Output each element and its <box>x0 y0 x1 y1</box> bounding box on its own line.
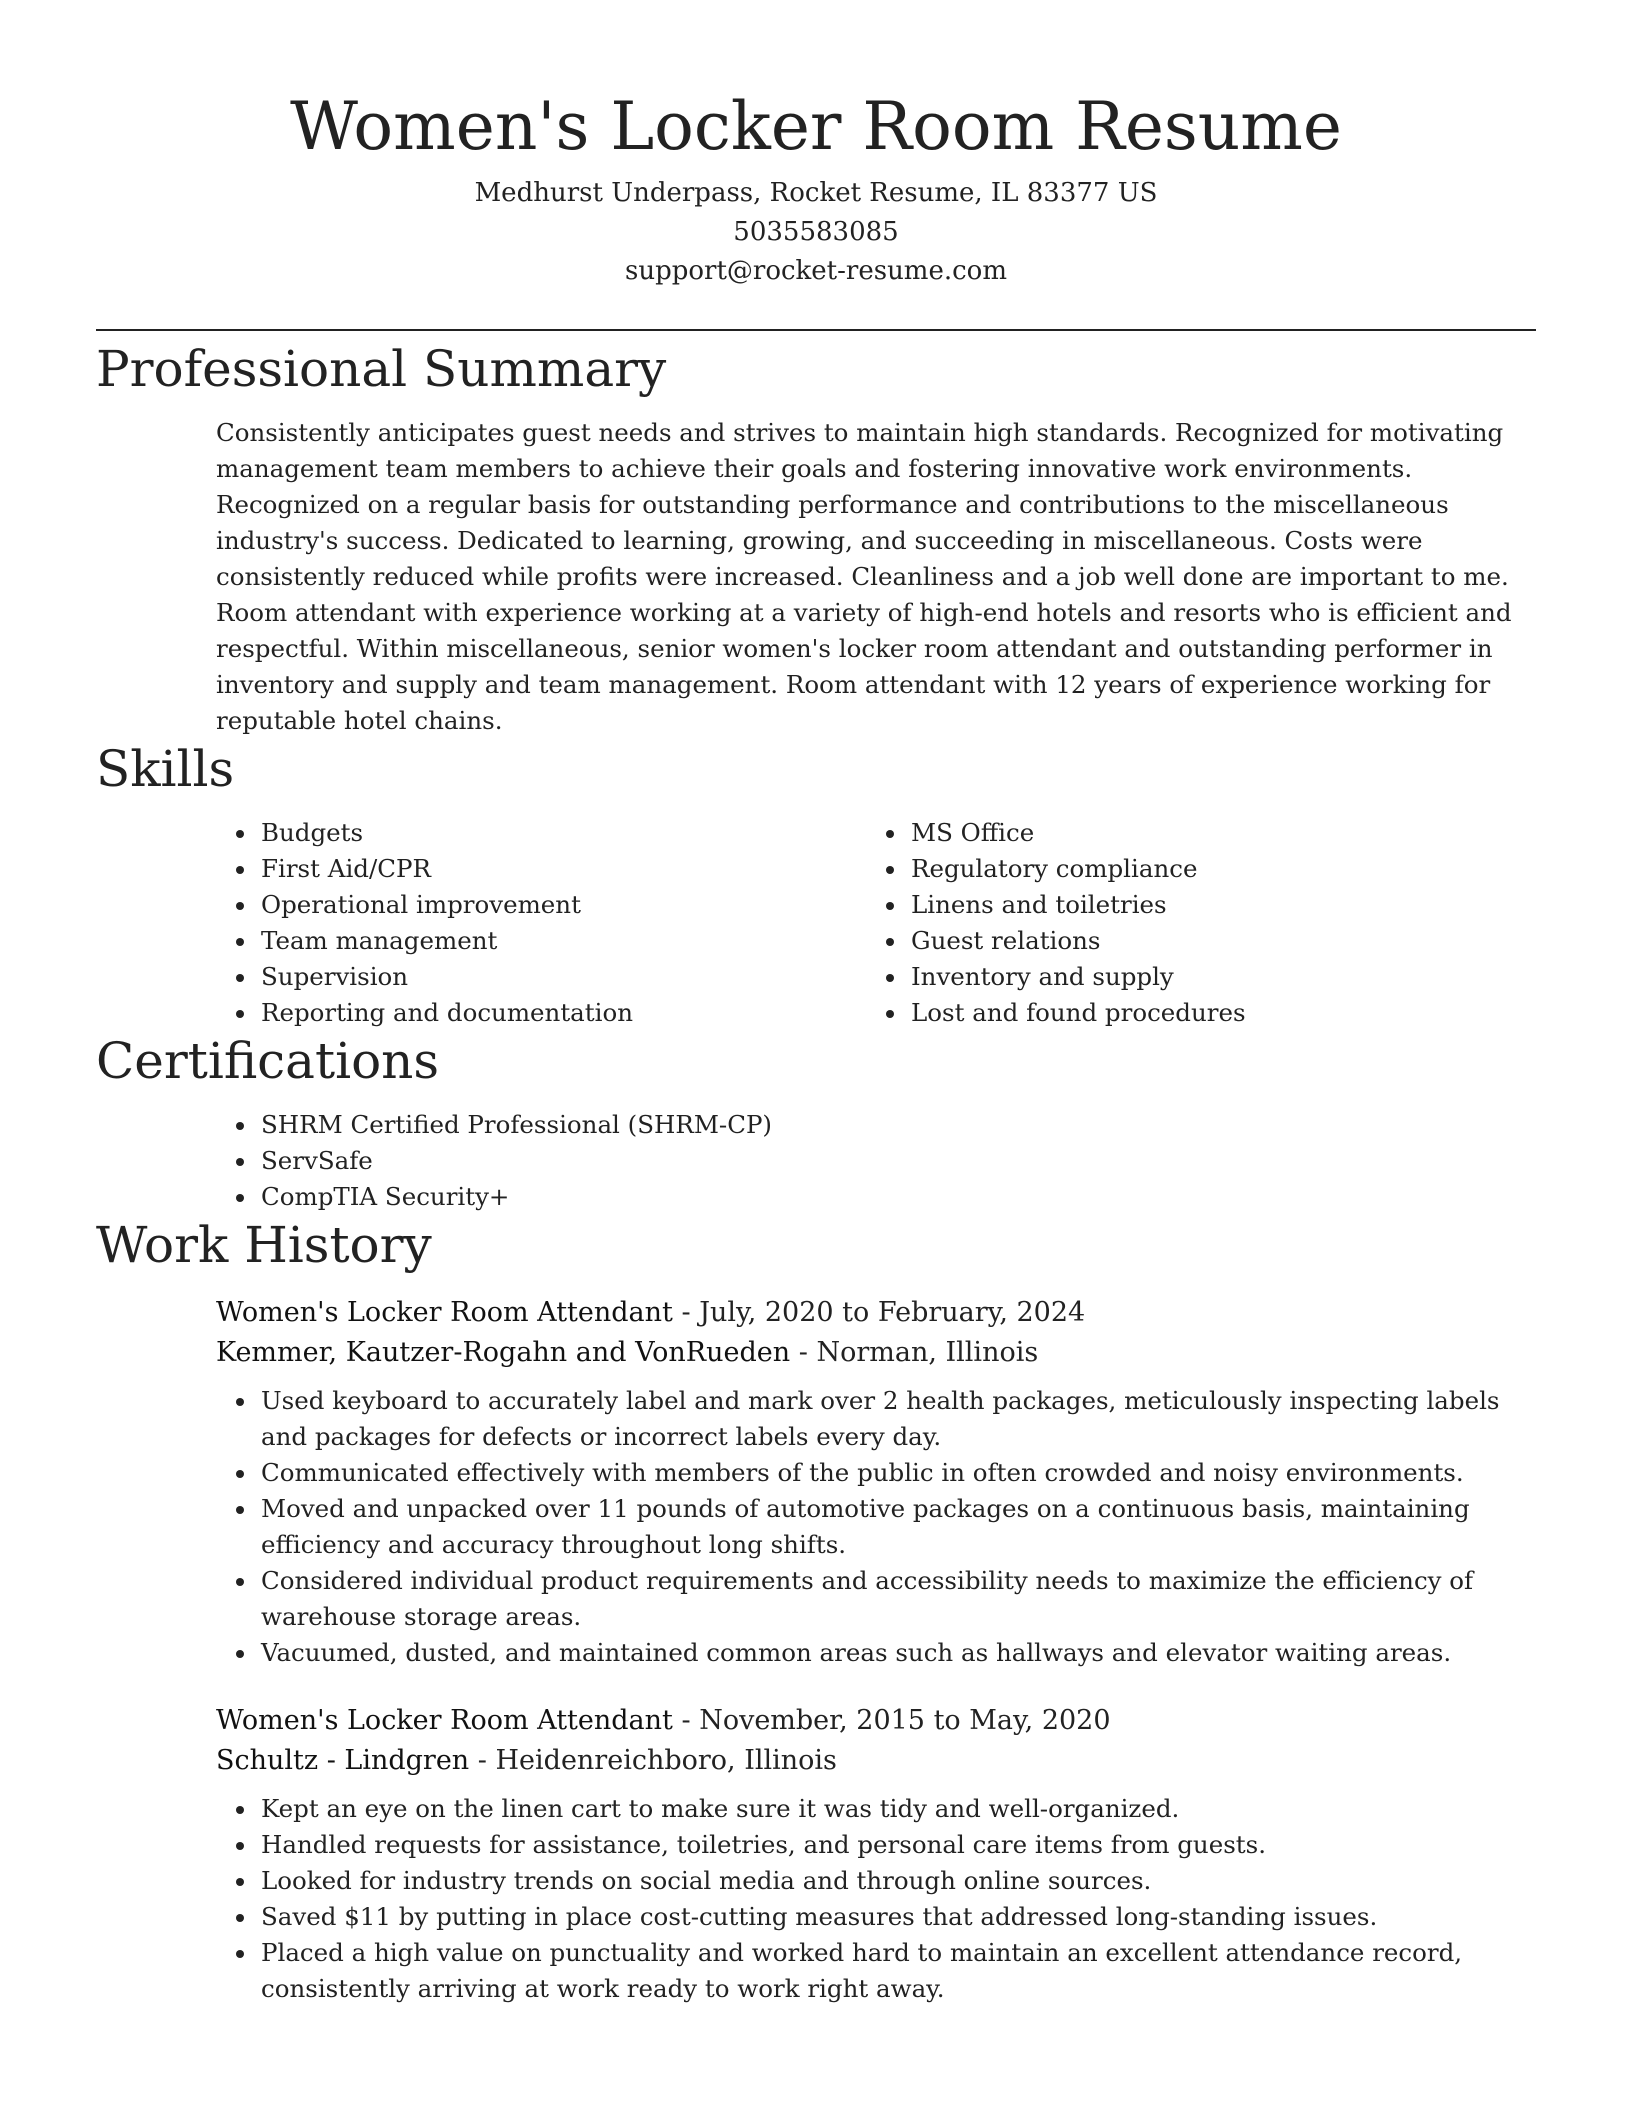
skill-item: Supervision <box>216 959 866 995</box>
job-role: Women's Locker Room Attendant <box>216 1705 673 1736</box>
skills-list-left <box>216 815 866 1031</box>
job-bullet: Communicated effectively with members of the public in often crowded and noisy environments. <box>216 1455 1541 1491</box>
job-bullet: Considered individual product requirements and accessibility needs to maximize the efficiency of warehouse storage areas. <box>216 1563 1541 1635</box>
job-dates: November, 2015 to May, 2020 <box>699 1705 1111 1736</box>
job-bullet: Placed a high value on punctuality and worked hard to maintain an excellent attendance record, consistently arriving at work ready to work right away. <box>216 1935 1541 2007</box>
skills-grid <box>216 815 1536 1031</box>
job-bullet: Saved $11 by putting in place cost-cutting measures that addressed long-standing issues. <box>216 1899 1541 1935</box>
job-bullet: Vacuumed, dusted, and maintained common areas such as hallways and elevator waiting areas. <box>216 1635 1541 1671</box>
job-company: Kemmer, Kautzer-Rogahn and VonRueden <box>216 1337 791 1368</box>
job-entry <box>216 1701 1536 2007</box>
skill-item: Reporting and documentation <box>216 995 866 1031</box>
skill-item: Budgets <box>216 815 866 851</box>
summary-text: Consistently anticipates guest needs and strives to maintain high standards. Recognized for motivating management team members to achieve their goals and fostering innovative work environments. Recognized on a regular basis for outstanding performance and contributions to the miscellaneous industry's success. Dedicated to learning, growing, and succeeding in miscellaneous. Costs were consistently reduced while profits were increased. Cleanliness and a job well done are important to me. Room attendant with experience working at a variety of high-end hotels and resorts who is efficient and respectful. Within miscellaneous, senior women's locker room attendant and outstanding performer in inventory and supply and team management. Room attendant with 12 years of experience working for reputable hotel chains. <box>216 418 1512 735</box>
skill-item: Linens and toiletries <box>866 887 1516 923</box>
job-role-line: Women's Locker Room Attendant - November, 2015 to May, 2020 <box>216 1705 1111 1736</box>
skill-item: Operational improvement <box>216 887 866 923</box>
skills-list-right <box>866 815 1516 1031</box>
job-role-line: Women's Locker Room Attendant - July, 2020 to February, 2024 <box>216 1297 1086 1328</box>
job-location: Heidenreichboro, Illinois <box>495 1745 837 1776</box>
phone: 5035583085 <box>733 217 899 247</box>
skill-item: Guest relations <box>866 923 1516 959</box>
job-company-line: Schultz - Lindgren - Heidenreichboro, Illinois <box>216 1745 837 1776</box>
job-company-line: Kemmer, Kautzer-Rogahn and VonRueden - Norman, Illinois <box>216 1337 1039 1368</box>
resume-page <box>96 0 1536 2007</box>
certifications-list <box>216 1107 1536 1215</box>
resume-title: Women's Locker Room Resume <box>290 88 1342 165</box>
certification-item: ServSafe <box>216 1143 1536 1179</box>
header-divider <box>96 329 1536 331</box>
skill-item: Inventory and supply <box>866 959 1516 995</box>
contact-info <box>96 174 1536 291</box>
skills-heading: Skills <box>96 740 235 798</box>
job-bullets <box>216 1383 1541 1671</box>
job-company: Schultz - Lindgren <box>216 1745 470 1776</box>
skill-item: Lost and found procedures <box>866 995 1516 1031</box>
job-entry <box>216 1293 1536 1671</box>
job-location: Norman, Illinois <box>816 1337 1039 1368</box>
job-dates: July, 2020 to February, 2024 <box>699 1297 1086 1328</box>
skill-item: Team management <box>216 923 866 959</box>
job-role: Women's Locker Room Attendant <box>216 1297 673 1328</box>
job-bullet: Handled requests for assistance, toiletries, and personal care items from guests. <box>216 1827 1541 1863</box>
job-bullets <box>216 1791 1541 2007</box>
skill-item: MS Office <box>866 815 1516 851</box>
certification-item: CompTIA Security+ <box>216 1179 1536 1215</box>
certification-item: SHRM Certified Professional (SHRM-CP) <box>216 1107 1536 1143</box>
skill-item: Regulatory compliance <box>866 851 1516 887</box>
job-bullet: Moved and unpacked over 11 pounds of automotive packages on a continuous basis, maintaining efficiency and accuracy throughout long shifts. <box>216 1491 1541 1563</box>
job-bullet: Kept an eye on the linen cart to make sure it was tidy and well-organized. <box>216 1791 1541 1827</box>
email: support@rocket-resume.com <box>624 256 1007 286</box>
skill-item: First Aid/CPR <box>216 851 866 887</box>
summary-heading: Professional Summary <box>96 340 667 398</box>
work-history-heading: Work History <box>96 1216 432 1274</box>
address: Medhurst Underpass, Rocket Resume, IL 83377 US <box>474 178 1158 208</box>
job-bullet: Used keyboard to accurately label and mark over 2 health packages, meticulously inspecting labels and packages for defects or incorrect labels every day. <box>216 1383 1541 1455</box>
certifications-heading: Certifications <box>96 1032 440 1090</box>
job-bullet: Looked for industry trends on social media and through online sources. <box>216 1863 1541 1899</box>
